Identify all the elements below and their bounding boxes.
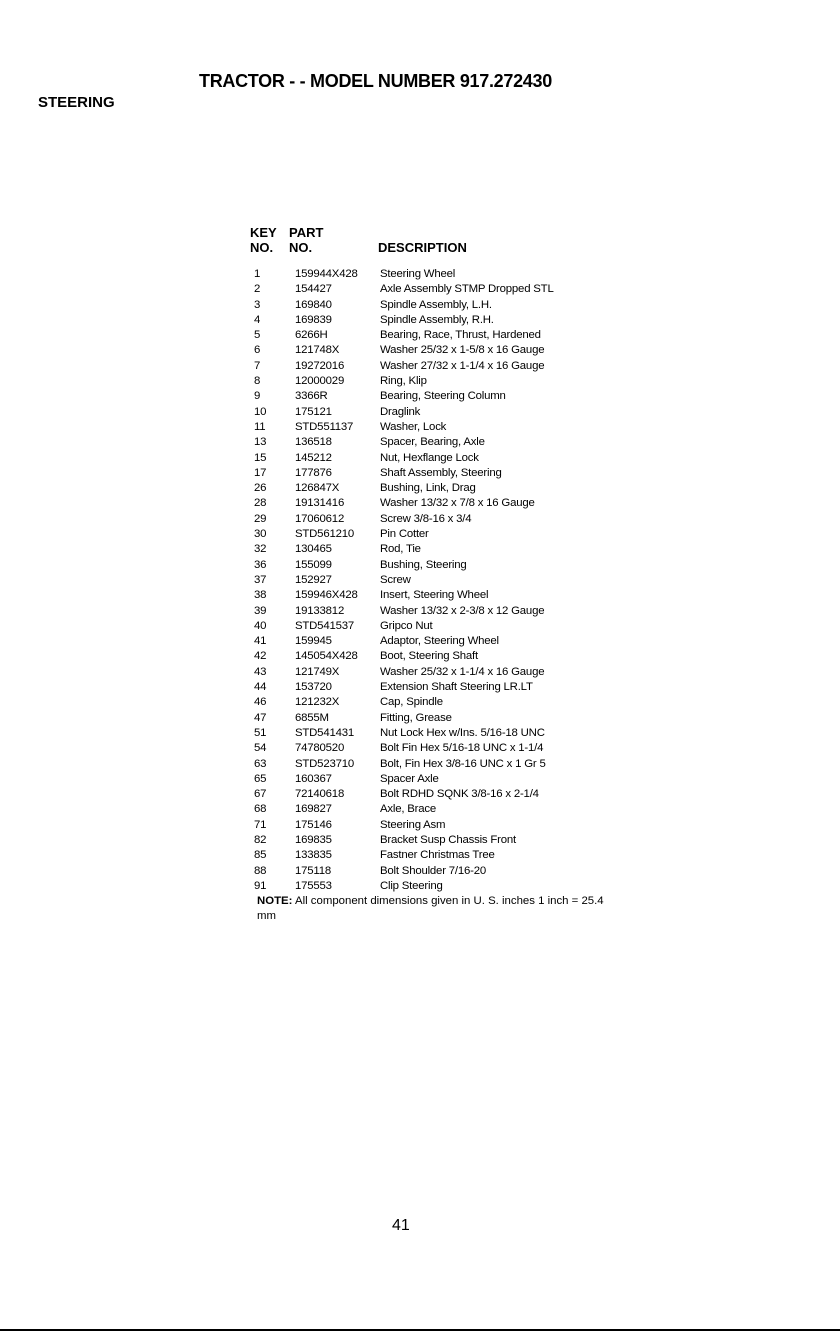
part-no-cell: 159946X428	[295, 589, 358, 602]
part-no-cell: 175553	[295, 879, 332, 892]
key-no-cell: 43	[254, 665, 267, 678]
key-no-cell: 29	[254, 512, 267, 525]
table-row	[250, 313, 650, 328]
description-cell: Nut, Hexflange Lock	[380, 451, 479, 464]
description-cell: Spacer Axle	[380, 772, 439, 785]
key-no-cell: 36	[254, 558, 267, 571]
table-row	[250, 359, 650, 374]
table-row	[250, 879, 650, 894]
part-no-cell: 145054X428	[295, 650, 358, 663]
table-row	[250, 343, 650, 358]
key-no-cell: 3	[254, 298, 261, 311]
key-no-cell: 85	[254, 849, 267, 862]
key-no-cell: 39	[254, 604, 267, 617]
key-no-cell: 71	[254, 818, 267, 831]
key-no-cell: 46	[254, 696, 267, 709]
description-cell: Axle, Brace	[380, 803, 437, 816]
page-title: TRACTOR - - MODEL NUMBER 917.272430	[199, 71, 552, 91]
key-no-cell: 32	[254, 543, 267, 556]
part-no-cell: 169835	[295, 833, 332, 846]
table-row	[250, 741, 650, 756]
description-cell: Bolt Shoulder 7/16-20	[380, 864, 486, 877]
description-cell: Steering Wheel	[380, 268, 456, 280]
part-no-cell: 169840	[295, 298, 332, 311]
table-row	[250, 420, 650, 435]
description-cell: Screw 3/8-16 x 3/4	[380, 512, 472, 525]
table-row	[250, 588, 650, 603]
key-no-cell: 11	[254, 420, 266, 433]
table-row	[250, 466, 650, 481]
key-no-cell: 13	[254, 436, 267, 449]
part-no-cell: 74780520	[295, 742, 345, 755]
part-no-cell: 19131416	[295, 497, 345, 510]
part-no-cell: 133835	[295, 849, 332, 862]
key-no-cell: 68	[254, 803, 267, 816]
table-row	[250, 527, 650, 542]
table-row	[250, 649, 650, 664]
part-no-cell: 17060612	[295, 512, 345, 525]
key-no-cell: 41	[254, 635, 267, 648]
table-row	[250, 542, 650, 557]
part-no-cell: 121749X	[295, 665, 340, 678]
key-no-cell: 2	[254, 283, 261, 296]
part-no-cell: 175146	[295, 818, 332, 831]
description-cell: Bracket Susp Chassis Front	[380, 833, 516, 846]
part-no-cell: 12000029	[295, 375, 345, 388]
part-no-cell: 169839	[295, 313, 332, 326]
table-row	[250, 680, 650, 695]
table-row	[250, 298, 650, 313]
part-no-cell: 175121	[295, 405, 332, 418]
key-no-cell: 30	[254, 528, 267, 541]
key-no-cell: 37	[254, 573, 267, 586]
part-no-cell: 6266H	[295, 329, 328, 342]
description-cell: Cap, Spindle	[380, 696, 443, 709]
key-no-cell: 54	[254, 742, 267, 755]
part-no-cell: 19133812	[295, 604, 345, 617]
description-cell: Gripco Nut	[380, 619, 433, 632]
key-no-cell: 91	[254, 879, 267, 892]
key-no-cell: 40	[254, 619, 267, 632]
table-row	[250, 558, 650, 573]
part-no-cell: 159945	[295, 635, 332, 648]
description-cell: Spindle Assembly, L.H.	[380, 298, 492, 311]
key-no-cell: 17	[254, 466, 267, 479]
table-row	[250, 573, 650, 588]
part-header-line2: NO.	[289, 240, 313, 255]
description-cell: Bolt RDHD SQNK 3/8-16 x 2-1/4	[380, 788, 539, 801]
description-cell: Shaft Assembly, Steering	[380, 466, 502, 479]
part-no-cell: 175118	[295, 864, 331, 877]
description-cell: Ring, Klip	[380, 375, 427, 388]
description-cell: Bushing, Steering	[380, 558, 467, 571]
description-cell: Fastner Christmas Tree	[380, 849, 495, 862]
key-no-cell: 44	[254, 681, 267, 694]
description-cell: Bearing, Steering Column	[380, 390, 506, 403]
table-row	[250, 802, 650, 817]
table-row	[250, 512, 650, 527]
description-cell: Washer 27/32 x 1-1/4 x 16 Gauge	[380, 359, 545, 372]
table-row	[250, 848, 650, 863]
part-no-cell: 3366R	[295, 390, 328, 403]
part-no-cell: 130465	[295, 543, 332, 556]
part-no-cell: 169827	[295, 803, 332, 816]
section-heading: STEERING	[38, 94, 115, 111]
key-no-cell: 42	[254, 650, 267, 663]
part-no-cell: 6855M	[295, 711, 329, 724]
description-cell: Steering Asm	[380, 818, 446, 831]
table-row	[250, 864, 650, 879]
part-no-cell: 152927	[295, 573, 332, 586]
description-cell: Bolt, Fin Hex 3/8-16 UNC x 1 Gr 5	[380, 757, 546, 770]
key-no-cell: 26	[254, 482, 267, 495]
part-no-cell: 19272016	[295, 359, 345, 372]
part-no-cell: 121232X	[295, 696, 340, 709]
table-row	[250, 711, 650, 726]
key-no-cell: 10	[254, 405, 267, 418]
key-no-cell: 47	[254, 711, 267, 724]
table-row	[250, 619, 650, 634]
description-cell: Washer, Lock	[380, 420, 447, 433]
description-cell: Axle Assembly STMP Dropped STL	[380, 283, 554, 296]
description-cell: Screw	[380, 573, 411, 586]
key-no-cell: 38	[254, 589, 267, 602]
description-cell: Rod, Tie	[380, 543, 421, 556]
table-row	[250, 374, 650, 389]
part-no-cell: STD551137	[295, 420, 354, 433]
key-no-cell: 51	[254, 726, 267, 739]
table-row	[250, 496, 650, 511]
description-cell: Bolt Fin Hex 5/16-18 UNC x 1-1/4	[380, 742, 544, 755]
description-cell: Pin Cotter	[380, 528, 429, 541]
key-no-cell: 67	[254, 788, 267, 801]
key-no-cell: 7	[254, 359, 261, 372]
description-cell: Adaptor, Steering Wheel	[380, 635, 499, 648]
table-row	[250, 726, 650, 741]
description-cell: Bearing, Race, Thrust, Hardened	[380, 329, 541, 342]
table-row	[250, 634, 650, 649]
key-no-cell: 88	[254, 864, 267, 877]
table-row	[250, 665, 650, 680]
key-no-cell: 1	[254, 268, 261, 280]
table-row	[250, 604, 650, 619]
table-row	[250, 282, 650, 297]
part-no-cell: 145212	[295, 451, 332, 464]
table-row	[250, 787, 650, 802]
description-cell: Extension Shaft Steering LR.LT	[380, 681, 533, 694]
description-cell: Spacer, Bearing, Axle	[380, 436, 485, 449]
part-no-cell: 154427	[295, 283, 332, 296]
description-header: DESCRIPTION	[378, 240, 467, 255]
table-row	[250, 833, 650, 848]
table-row	[250, 405, 650, 420]
part-no-cell: 126847X	[295, 482, 340, 495]
description-cell: Bushing, Link, Drag	[380, 482, 476, 495]
note-label: NOTE:	[257, 895, 293, 907]
part-no-cell: STD541537	[295, 619, 354, 632]
description-cell: Insert, Steering Wheel	[380, 589, 489, 602]
part-no-cell: STD541431	[295, 726, 354, 739]
part-no-cell: 159944X428	[295, 268, 358, 280]
note-text: All component dimensions given in U. S. inches 1 inch = 25.4 mm	[257, 895, 604, 923]
table-row	[250, 267, 650, 282]
description-cell: Spindle Assembly, R.H.	[380, 313, 494, 326]
table-row	[250, 328, 650, 343]
dimensions-note	[257, 894, 617, 925]
part-no-cell: STD561210	[295, 528, 354, 541]
key-no-cell: 8	[254, 375, 261, 388]
table-row	[250, 757, 650, 772]
description-cell: Draglink	[380, 405, 421, 418]
part-no-cell: 160367	[295, 772, 332, 785]
part-no-cell: 136518	[295, 436, 332, 449]
description-cell: Fitting, Grease	[380, 711, 452, 724]
key-no-cell: 82	[254, 833, 267, 846]
key-no-cell: 28	[254, 497, 267, 510]
parts-list	[250, 267, 650, 894]
description-cell: Nut Lock Hex w/Ins. 5/16-18 UNC	[380, 726, 545, 739]
key-no-cell: 5	[254, 329, 261, 342]
part-no-cell: 155099	[295, 558, 332, 571]
table-row	[250, 481, 650, 496]
table-row	[250, 389, 650, 404]
description-cell: Washer 13/32 x 7/8 x 16 Gauge	[380, 497, 535, 510]
key-no-cell: 9	[254, 390, 261, 403]
key-no-cell: 15	[254, 451, 267, 464]
key-header-line1: KEY	[250, 225, 277, 240]
table-row	[250, 772, 650, 787]
part-no-cell: 72140618	[295, 788, 345, 801]
key-no-cell: 6	[254, 344, 261, 357]
description-cell: Washer 25/32 x 1-1/4 x 16 Gauge	[380, 665, 545, 678]
page-number: 41	[392, 1217, 410, 1234]
description-cell: Clip Steering	[380, 879, 443, 892]
part-header-line1: PART	[289, 225, 324, 240]
part-no-cell: 153720	[295, 681, 332, 694]
description-cell: Washer 13/32 x 2-3/8 x 12 Gauge	[380, 604, 545, 617]
table-row	[250, 451, 650, 466]
table-row	[250, 695, 650, 710]
key-header-line2: NO.	[250, 240, 274, 255]
part-no-cell: 121748X	[295, 344, 340, 357]
table-row	[250, 818, 650, 833]
description-cell: Washer 25/32 x 1-5/8 x 16 Gauge	[380, 344, 545, 357]
part-no-cell: STD523710	[295, 757, 354, 770]
table-row	[250, 435, 650, 450]
key-no-cell: 65	[254, 772, 267, 785]
part-no-cell: 177876	[295, 466, 332, 479]
key-no-cell: 4	[254, 313, 261, 326]
description-cell: Boot, Steering Shaft	[380, 650, 478, 663]
key-no-cell: 63	[254, 757, 267, 770]
